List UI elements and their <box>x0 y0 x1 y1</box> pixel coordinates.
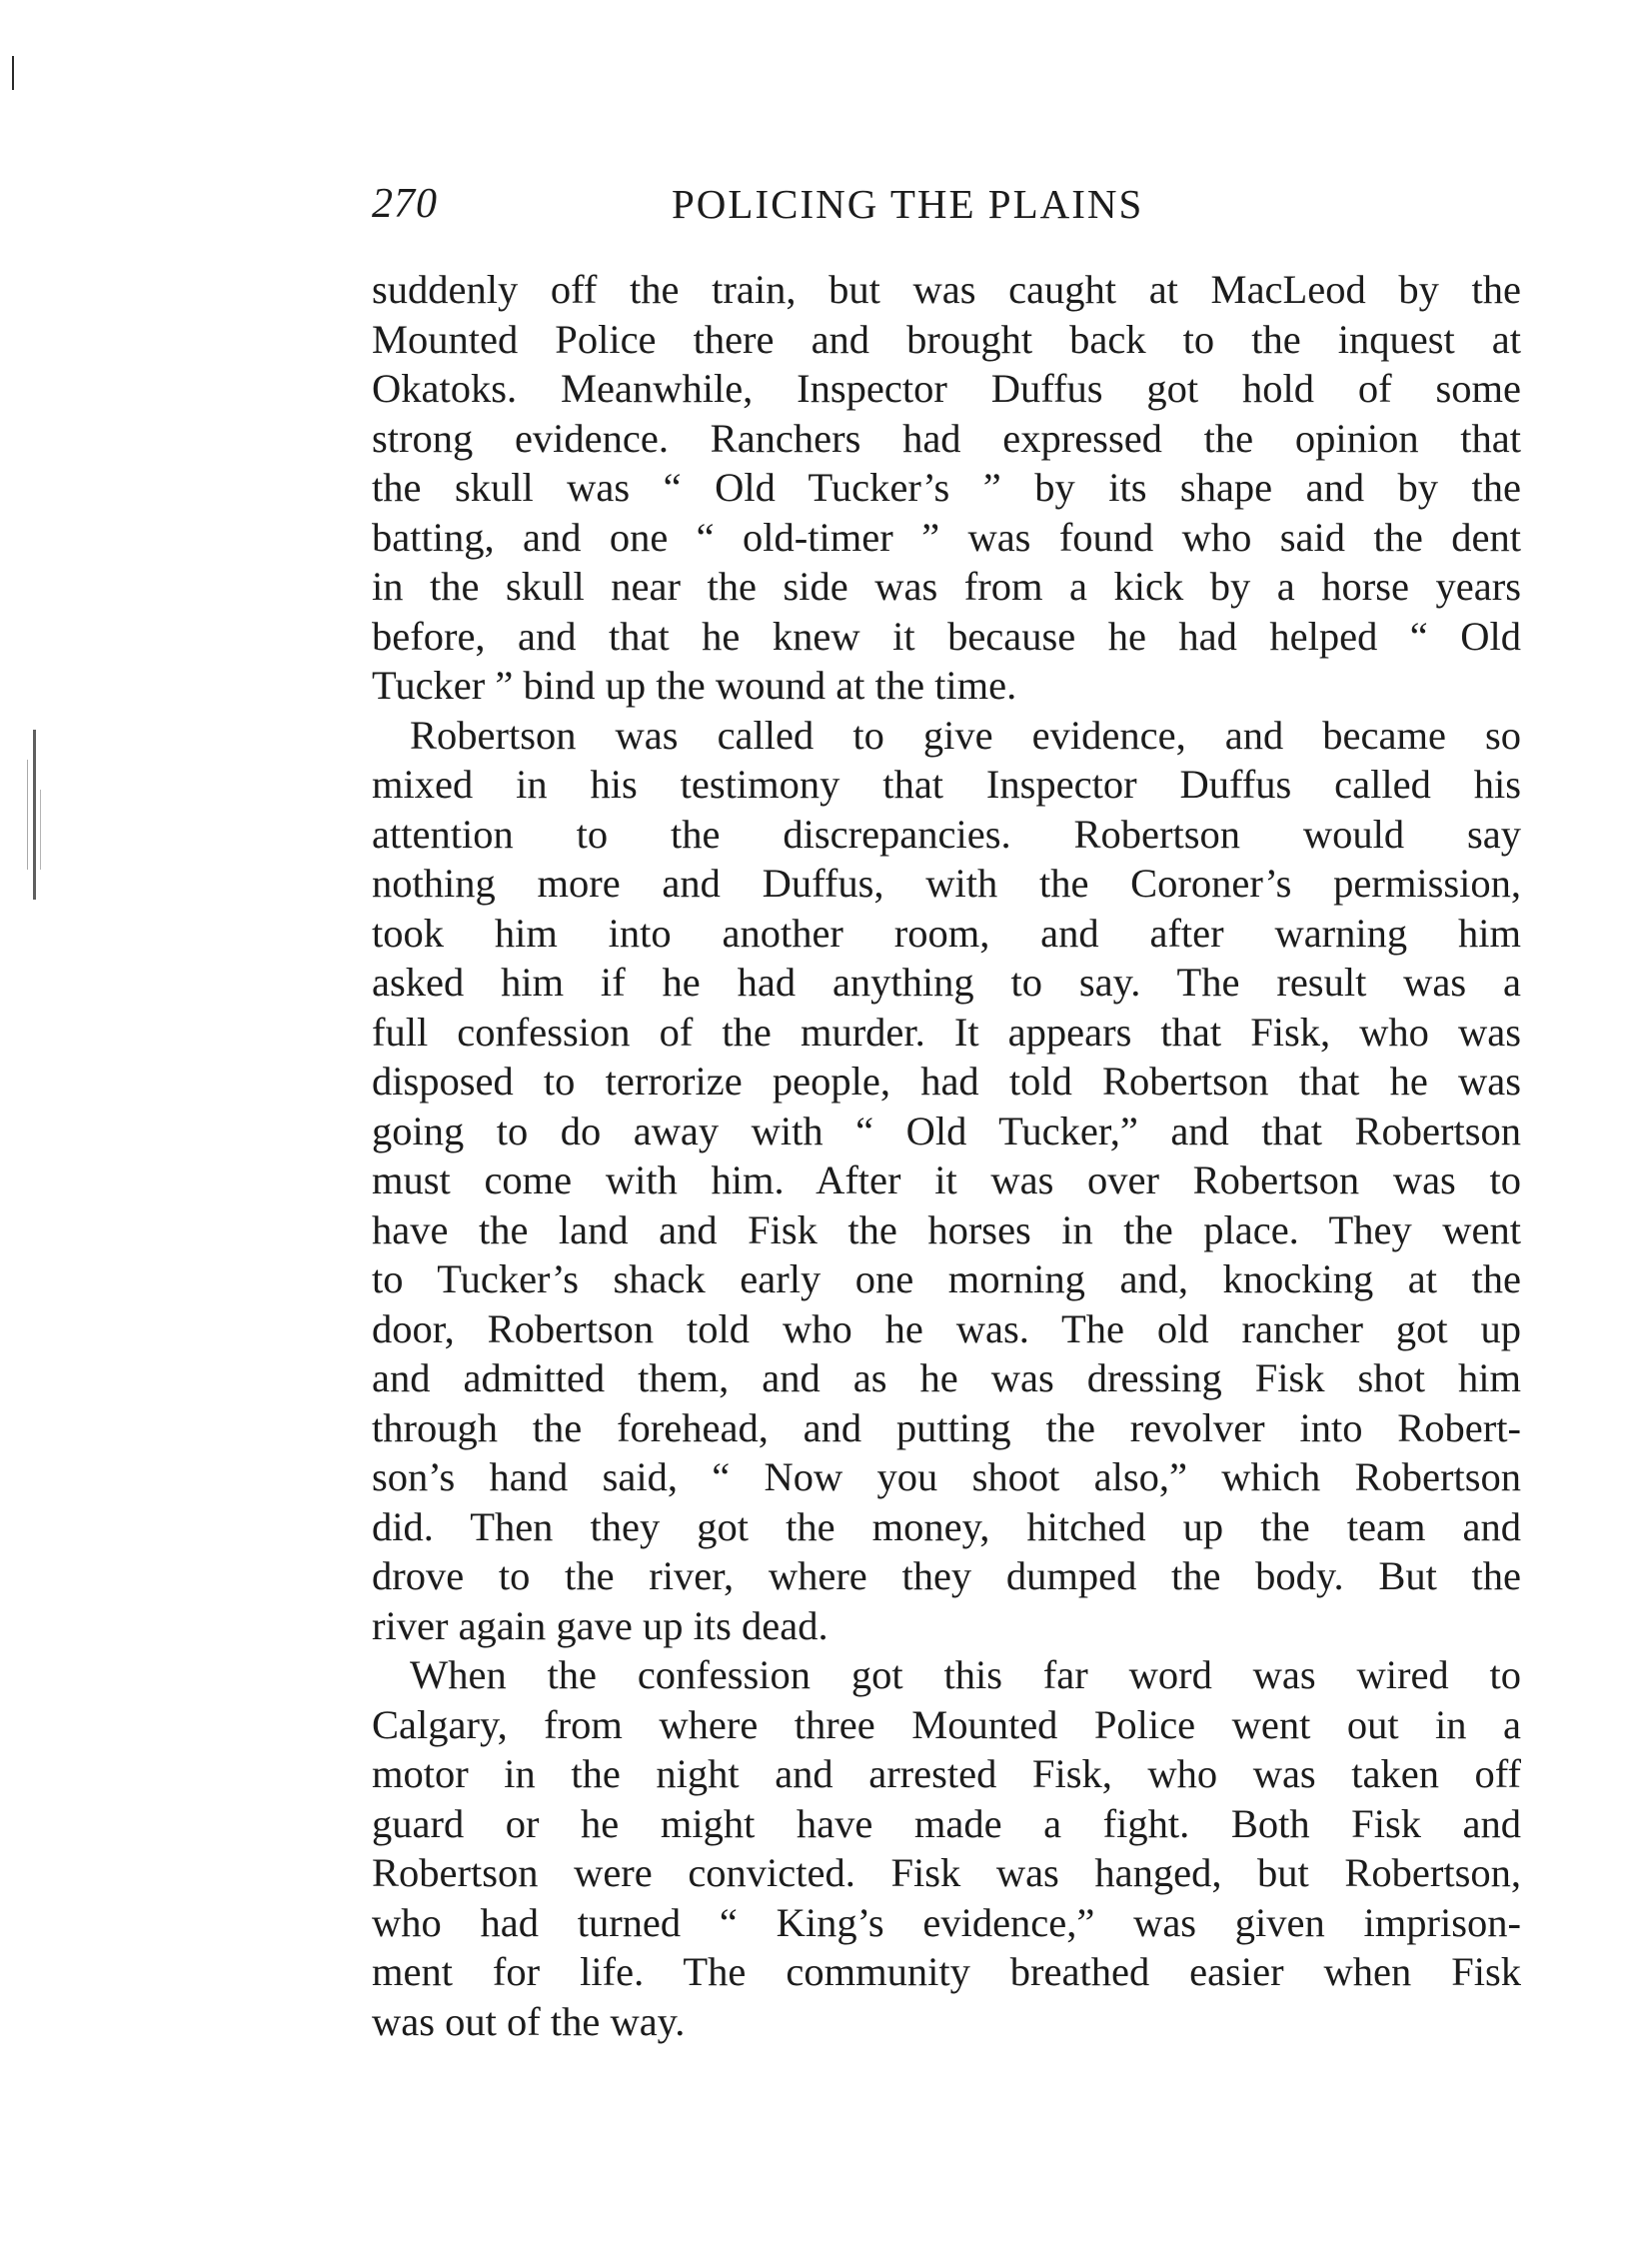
text-line: asked him if he had anything to say. The result was a <box>372 960 1521 1005</box>
paragraph <box>372 1650 1521 2046</box>
page-number: 270 <box>372 181 438 227</box>
text-line: Calgary, from where three Mounted Police went out in a <box>372 1701 1521 1747</box>
text-line: ment for life. The community breathed easier when Fisk <box>372 1949 1521 1994</box>
text-line: motor in the night and arrested Fisk, who was taken off <box>372 1751 1521 1796</box>
text-line: Robertson were convicted. Fisk was hanged, but Robertson, <box>372 1850 1521 1895</box>
binding-mark <box>40 790 41 870</box>
text-line: must come with him. After it was over Robertson was to <box>372 1157 1521 1202</box>
text-line: going to do away with “ Old Tucker,” and that Robertson <box>372 1108 1521 1153</box>
text-line: did. Then they got the money, hitched up the team and <box>372 1503 1521 1549</box>
text-line: Robertson was called to give evidence, and became so <box>410 712 1521 758</box>
text-line: son’s hand said, “ Now you shoot also,” which Robertson <box>372 1454 1521 1499</box>
text-line: drove to the river, where they dumped the body. But the <box>372 1553 1521 1598</box>
text-line: in the skull near the side was from a kick by a horse years <box>372 564 1521 609</box>
text-line: nothing more and Duffus, with the Coroner’s permission, <box>372 861 1521 906</box>
text-line: to Tucker’s shack early one morning and, knocking at the <box>372 1256 1521 1301</box>
text-line: the skull was “ Old Tucker’s ” by its shape and by the <box>372 465 1521 510</box>
binding-mark <box>33 730 36 900</box>
text-line: When the confession got this far word was wired to <box>410 1652 1521 1697</box>
text-line: was out of the way. <box>372 1998 686 2044</box>
text-line: disposed to terrorize people, had told Robertson that he was <box>372 1059 1521 1104</box>
paragraph <box>372 265 1521 711</box>
text-line: through the forehead, and putting the revolver into Robert- <box>372 1404 1521 1450</box>
text-line: Tucker ” bind up the wound at the time. <box>372 663 1017 708</box>
text-line: before, and that he knew it because he had helped “ Old <box>372 613 1521 659</box>
text-line: strong evidence. Ranchers had expressed the opinion that <box>372 415 1521 461</box>
text-line: and admitted them, and as he was dressing Fisk shot him <box>372 1355 1521 1400</box>
text-line: batting, and one “ old-timer ” was found who said the dent <box>372 514 1521 560</box>
page-header <box>372 180 1521 240</box>
text-line: river again gave up its dead. <box>372 1602 828 1648</box>
body-text <box>372 265 1521 2046</box>
text-line: door, Robertson told who he was. The old rancher got up <box>372 1305 1521 1351</box>
text-line: suddenly off the train, but was caught at MacLeod by the <box>372 267 1521 312</box>
text-line: full confession of the murder. It appears that Fisk, who was <box>372 1009 1521 1055</box>
scan-edge-mark <box>12 56 14 90</box>
paragraph <box>372 711 1521 1651</box>
text-line: guard or he might have made a fight. Both Fisk and <box>372 1800 1521 1846</box>
text-line: who had turned “ King’s evidence,” was given imprison- <box>372 1899 1521 1945</box>
text-line: have the land and Fisk the horses in the place. They went <box>372 1206 1521 1252</box>
text-line: took him into another room, and after warning him <box>372 910 1521 956</box>
text-line: Mounted Police there and brought back to the inquest at <box>372 316 1521 362</box>
text-line: attention to the discrepancies. Robertson would say <box>372 811 1521 857</box>
text-line: Okatoks. Meanwhile, Inspector Duffus got hold of some <box>372 366 1521 411</box>
running-title: POLICING THE PLAINS <box>672 181 1144 227</box>
binding-mark <box>27 760 28 870</box>
text-line: mixed in his testimony that Inspector Duffus called his <box>372 762 1521 807</box>
